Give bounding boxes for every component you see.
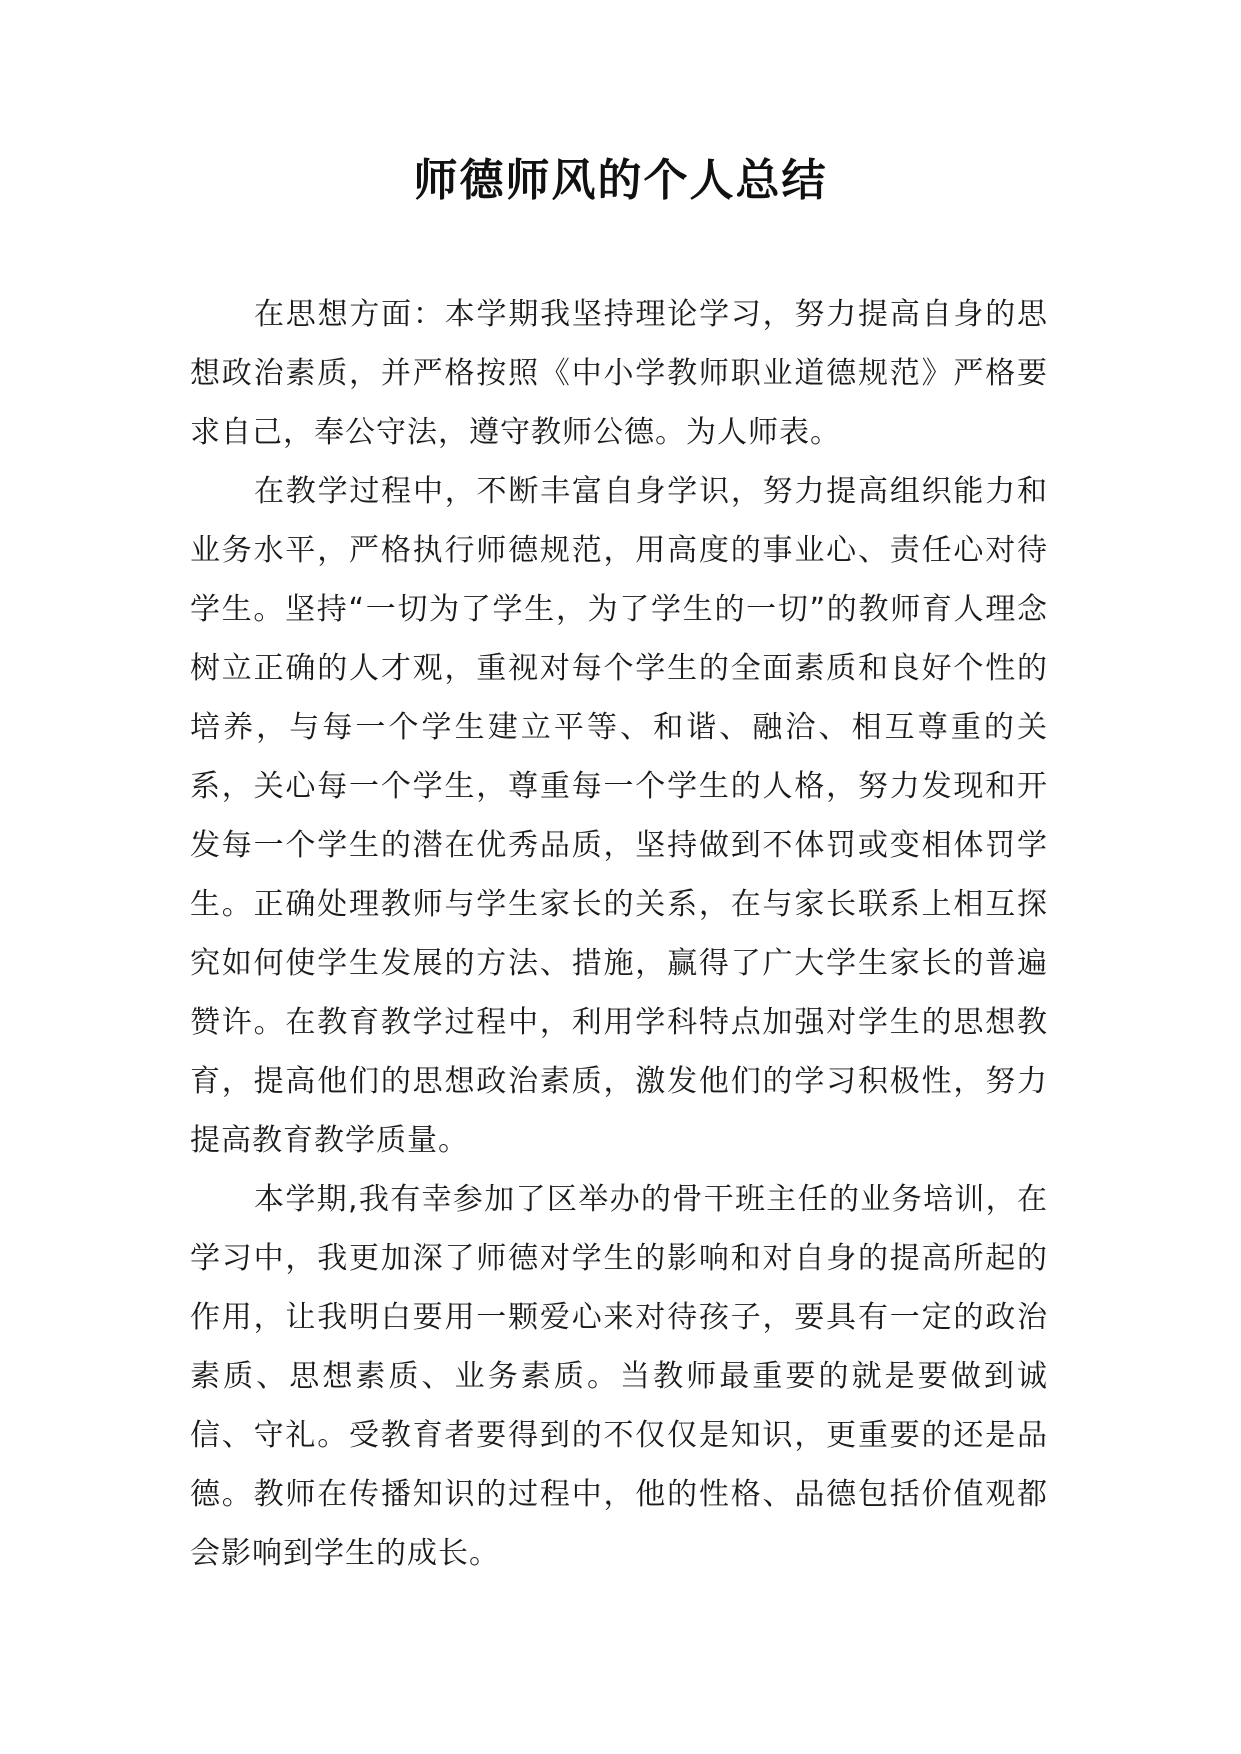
paragraph-teaching: 在教学过程中，不断丰富自身学识，努力提高组织能力和业务水平，严格执行师德规范，用高度的事业心、责任心对待学生。坚持“一切为了学生，为了学生的一切”的教师育人理念树立正确的人才观，重视对每个学生的全面素质和良好个性的培养，与每一个学生建立平等、和谐、融洽、相互尊重的关系，关心每一个学生，尊重每一个学生的人格，努力发现和开发每一个学生的潜在优秀品质，坚持做到不体罚或变相体罚学生。正确处理教师与学生家长的关系，在与家长联系上相互探究如何使学生发展的方法、措施，赢得了广大学生家长的普遍赞许。在教育教学过程中，利用学科特点加强对学生的思想教育，提高他们的思想政治素质，激发他们的学习积极性，努力提高教育教学质量。 <box>190 474 1048 1158</box>
document-body <box>190 285 1048 1583</box>
paragraph-training: 本学期,我有幸参加了区举办的骨干班主任的业务培训，在学习中，我更加深了师德对学生的影响和对自身的提高所起的作用，让我明白要用一颗爱心来对待孩子，要具有一定的政治素质、思想素质、业务素质。当教师最重要的就是要做到诚信、守礼。受教育者要得到的不仅仅是知识，更重要的还是品德。教师在传播知识的过程中，他的性格、品德包括价值观都会影响到学生的成长。 <box>190 1182 1048 1571</box>
paragraph-thought: 在思想方面：本学期我坚持理论学习，努力提高自身的思想政治素质，并严格按照《中小学教师职业道德规范》严格要求自己，奉公守法，遵守教师公德。为人师表。 <box>190 297 1048 450</box>
document-title: 师德师风的个人总结 <box>413 155 828 206</box>
